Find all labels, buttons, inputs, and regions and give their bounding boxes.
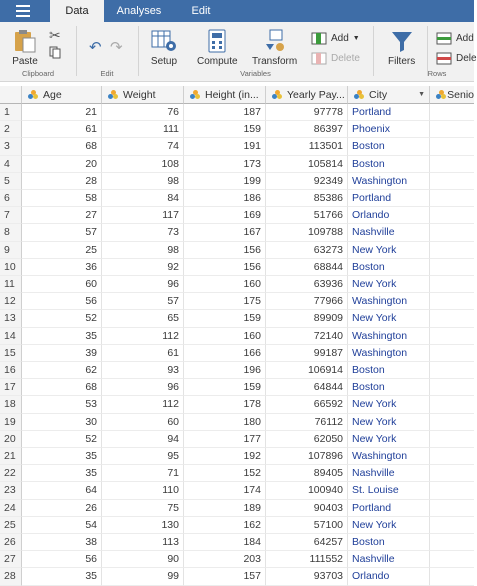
table-cell[interactable]: 52 [22,431,102,448]
delete-variable-button[interactable]: Delete [311,52,360,65]
row-number[interactable]: 15 [0,345,22,362]
table-cell[interactable] [430,276,474,293]
table-cell[interactable] [430,448,474,465]
table-row[interactable] [0,276,474,293]
row-number[interactable]: 23 [0,482,22,499]
table-row[interactable] [0,448,474,465]
table-cell[interactable] [430,414,474,431]
row-number[interactable]: 8 [0,224,22,241]
table-cell[interactable]: 21 [22,104,102,121]
ribbon-separator [373,26,374,76]
row-number[interactable]: 2 [0,121,22,138]
table-cell[interactable]: 159 [184,310,266,327]
table-cell[interactable]: 112 [102,396,184,413]
table-row[interactable] [0,345,474,362]
column-header-height[interactable]: Height (in... [184,86,266,104]
table-cell[interactable]: 77966 [266,293,348,310]
table-cell[interactable]: 85386 [266,190,348,207]
row-number[interactable]: 22 [0,465,22,482]
table-cell-city[interactable]: New York [348,276,430,293]
table-cell-city[interactable]: Washington [348,448,430,465]
table-row[interactable] [0,396,474,413]
table-cell[interactable]: 106914 [266,362,348,379]
table-cell[interactable]: 166 [184,345,266,362]
table-cell-city[interactable]: New York [348,431,430,448]
table-row[interactable] [0,551,474,568]
table-cell[interactable]: 52 [22,310,102,327]
table-cell-city[interactable]: Nashville [348,465,430,482]
table-cell[interactable] [430,224,474,241]
table-row[interactable] [0,379,474,396]
table-cell[interactable]: 35 [22,568,102,585]
table-cell[interactable]: 199 [184,173,266,190]
row-number[interactable]: 6 [0,190,22,207]
table-cell-city[interactable]: Washington [348,328,430,345]
table-cell[interactable]: 56 [22,551,102,568]
table-cell-city[interactable]: Portland [348,190,430,207]
table-cell[interactable]: 57 [22,224,102,241]
table-cell[interactable]: 92349 [266,173,348,190]
table-cell[interactable]: 28 [22,173,102,190]
table-cell[interactable]: 107896 [266,448,348,465]
table-cell[interactable]: 180 [184,414,266,431]
table-cell[interactable]: 99187 [266,345,348,362]
table-cell[interactable]: 60 [102,414,184,431]
table-cell[interactable]: 56 [22,293,102,310]
table-cell[interactable]: 74 [102,138,184,155]
table-cell[interactable]: 178 [184,396,266,413]
row-number[interactable]: 16 [0,362,22,379]
tab-data[interactable]: Data [50,0,104,22]
table-cell[interactable]: 192 [184,448,266,465]
column-header-yearly-pay[interactable]: Yearly Pay... [266,86,348,104]
table-cell[interactable]: 160 [184,276,266,293]
table-cell[interactable]: 196 [184,362,266,379]
table-cell[interactable]: 99 [102,568,184,585]
table-cell[interactable]: 90403 [266,500,348,517]
setup-icon [150,28,178,54]
table-row[interactable] [0,224,474,241]
table-cell[interactable] [430,207,474,224]
table-cell[interactable]: 156 [184,242,266,259]
table-cell[interactable]: 64257 [266,534,348,551]
table-cell[interactable]: 94 [102,431,184,448]
row-number[interactable]: 19 [0,414,22,431]
row-number[interactable]: 1 [0,104,22,121]
row-number[interactable]: 20 [0,431,22,448]
table-cell[interactable]: 68 [22,138,102,155]
table-cell[interactable]: 39 [22,345,102,362]
table-cell[interactable] [430,345,474,362]
table-row[interactable] [0,465,474,482]
copy-icon[interactable] [49,46,62,62]
table-row[interactable] [0,190,474,207]
table-cell[interactable] [430,138,474,155]
table-cell[interactable]: 93703 [266,568,348,585]
table-cell[interactable]: 100940 [266,482,348,499]
table-cell[interactable]: 73 [102,224,184,241]
nominal-variable-icon [354,90,365,100]
paste-icon [12,28,38,54]
table-cell[interactable]: 65 [102,310,184,327]
table-cell[interactable]: 174 [184,482,266,499]
table-row[interactable] [0,293,474,310]
table-cell[interactable]: 184 [184,534,266,551]
row-number[interactable]: 14 [0,328,22,345]
table-cell[interactable]: 167 [184,224,266,241]
table-cell[interactable]: 93 [102,362,184,379]
table-cell-city[interactable]: Boston [348,138,430,155]
table-cell[interactable]: 175 [184,293,266,310]
table-cell[interactable]: 61 [22,121,102,138]
row-number[interactable]: 17 [0,379,22,396]
table-row[interactable] [0,328,474,345]
table-cell-city[interactable]: Portland [348,500,430,517]
table-cell[interactable]: 97778 [266,104,348,121]
table-cell[interactable]: 160 [184,328,266,345]
table-cell[interactable]: 76112 [266,414,348,431]
table-cell[interactable]: 64844 [266,379,348,396]
continuous-variable-icon [272,90,283,100]
delete-row-icon [436,52,452,65]
table-cell[interactable] [430,259,474,276]
table-cell[interactable]: 130 [102,517,184,534]
table-cell[interactable] [430,396,474,413]
delete-column-icon [311,52,327,65]
filters-button[interactable]: Filters [388,28,415,67]
table-cell[interactable] [430,551,474,568]
table-cell[interactable]: 61 [102,345,184,362]
setup-button[interactable]: Setup [150,28,178,67]
variables-group-label: Variables [240,69,271,78]
table-cell[interactable]: 71 [102,465,184,482]
table-cell[interactable]: 186 [184,190,266,207]
row-number[interactable]: 5 [0,173,22,190]
tab-analyses[interactable]: Analyses [116,5,162,17]
table-cell[interactable]: 177 [184,431,266,448]
table-cell[interactable]: 57100 [266,517,348,534]
table-cell[interactable]: 157 [184,568,266,585]
compute-button[interactable]: Compute [197,28,238,67]
column-header-age[interactable]: Age [22,86,102,104]
table-cell-city[interactable]: Washington [348,345,430,362]
rows-group-label: Rows [427,69,447,78]
table-cell[interactable]: 98 [102,173,184,190]
table-cell[interactable]: 159 [184,379,266,396]
table-cell[interactable]: 169 [184,207,266,224]
table-cell[interactable] [430,362,474,379]
transform-button[interactable]: Transform [252,28,297,67]
table-cell[interactable]: 68844 [266,259,348,276]
table-cell-city[interactable]: Boston [348,379,430,396]
hamburger-menu-icon[interactable] [0,0,45,22]
table-cell[interactable]: 68 [22,379,102,396]
row-number[interactable]: 9 [0,242,22,259]
table-cell[interactable]: 89909 [266,310,348,327]
table-cell[interactable] [430,190,474,207]
table-cell[interactable]: 86397 [266,121,348,138]
table-cell[interactable]: 111 [102,121,184,138]
table-cell[interactable]: 60 [22,276,102,293]
table-row[interactable] [0,500,474,517]
table-cell[interactable]: 110 [102,482,184,499]
table-cell[interactable]: 96 [102,379,184,396]
table-cell[interactable]: 89405 [266,465,348,482]
table-cell-city[interactable]: New York [348,396,430,413]
paste-button[interactable]: Paste [12,28,38,67]
ribbon-toolbar [0,22,477,82]
table-cell[interactable] [430,156,474,173]
table-cell[interactable]: 54 [22,517,102,534]
calculator-icon [204,28,230,54]
edit-group-label: Edit [100,69,114,78]
column-header-weight[interactable]: Weight [102,86,184,104]
table-cell[interactable]: 27 [22,207,102,224]
table-cell[interactable]: 156 [184,259,266,276]
table-cell[interactable]: 90 [102,551,184,568]
table-cell[interactable]: 62050 [266,431,348,448]
table-cell[interactable]: 96 [102,276,184,293]
table-cell[interactable]: 35 [22,465,102,482]
row-number[interactable]: 18 [0,396,22,413]
table-cell-city[interactable]: Boston [348,156,430,173]
table-cell-city[interactable]: Washington [348,293,430,310]
table-row[interactable] [0,138,474,155]
table-cell[interactable]: 152 [184,465,266,482]
continuous-variable-icon [108,90,119,100]
table-row[interactable] [0,482,474,499]
table-cell[interactable] [430,104,474,121]
table-cell[interactable]: 25 [22,242,102,259]
corner-header[interactable] [0,86,22,104]
row-number[interactable]: 11 [0,276,22,293]
row-number[interactable]: 7 [0,207,22,224]
row-number[interactable]: 25 [0,517,22,534]
row-number[interactable]: 24 [0,500,22,517]
row-number[interactable]: 28 [0,568,22,585]
filter-funnel-icon [389,28,415,54]
undo-icon[interactable]: ↶ [89,39,102,56]
table-cell-city[interactable]: Nashville [348,551,430,568]
table-cell[interactable]: 109788 [266,224,348,241]
table-cell[interactable]: 173 [184,156,266,173]
table-cell[interactable]: 35 [22,328,102,345]
table-cell-city[interactable]: Portland [348,104,430,121]
tab-bar [0,0,474,22]
table-cell[interactable]: 75 [102,500,184,517]
table-cell[interactable]: 30 [22,414,102,431]
table-cell[interactable] [430,173,474,190]
continuous-variable-icon [436,90,443,100]
table-cell[interactable]: 159 [184,121,266,138]
table-cell-city[interactable]: Orlando [348,207,430,224]
table-row[interactable] [0,414,474,431]
table-cell[interactable] [430,500,474,517]
table-cell[interactable]: 57 [102,293,184,310]
table-row[interactable] [0,207,474,224]
table-row[interactable] [0,568,474,585]
redo-icon[interactable]: ↷ [110,39,123,56]
table-cell[interactable] [430,310,474,327]
sort-caret-icon: ▼ [418,91,425,98]
row-number[interactable]: 26 [0,534,22,551]
table-cell[interactable] [430,328,474,345]
table-row[interactable] [0,259,474,276]
table-cell[interactable]: 113 [102,534,184,551]
table-cell[interactable] [430,517,474,534]
table-row[interactable] [0,104,474,121]
table-cell-city[interactable]: Washington [348,173,430,190]
add-variable-button[interactable]: Add ▼ [311,32,360,45]
continuous-variable-icon [28,90,39,100]
table-cell[interactable]: 72140 [266,328,348,345]
table-row[interactable] [0,156,474,173]
table-cell[interactable]: 58 [22,190,102,207]
table-row[interactable] [0,242,474,259]
table-row[interactable] [0,431,474,448]
table-cell-city[interactable]: New York [348,310,430,327]
row-number[interactable]: 27 [0,551,22,568]
table-cell[interactable]: 62 [22,362,102,379]
continuous-variable-icon [190,90,201,100]
add-row-button[interactable]: Add [436,32,474,45]
table-cell[interactable]: 189 [184,500,266,517]
table-cell[interactable]: 76 [102,104,184,121]
add-column-icon [311,32,327,45]
table-cell[interactable]: 203 [184,551,266,568]
table-cell[interactable]: 84 [102,190,184,207]
row-number[interactable]: 10 [0,259,22,276]
table-cell[interactable]: 111552 [266,551,348,568]
table-cell[interactable]: 38 [22,534,102,551]
table-cell-city[interactable]: New York [348,242,430,259]
table-cell[interactable]: 64 [22,482,102,499]
table-cell[interactable] [430,431,474,448]
table-cell[interactable] [430,242,474,259]
table-cell[interactable]: 92 [102,259,184,276]
table-cell[interactable] [430,465,474,482]
table-row[interactable] [0,362,474,379]
table-cell[interactable] [430,379,474,396]
table-cell-city[interactable]: Phoenix [348,121,430,138]
table-cell[interactable]: 187 [184,104,266,121]
row-number[interactable]: 13 [0,310,22,327]
table-row[interactable] [0,121,474,138]
transform-icon [262,28,288,54]
add-row-icon [436,32,452,45]
chevron-down-icon: ▼ [352,35,360,42]
table-cell[interactable]: 51766 [266,207,348,224]
table-cell[interactable]: 108 [102,156,184,173]
table-cell-city[interactable]: Orlando [348,568,430,585]
row-number[interactable]: 3 [0,138,22,155]
table-row[interactable] [0,517,474,534]
table-row[interactable] [0,310,474,327]
table-cell[interactable]: 112 [102,328,184,345]
table-cell[interactable]: 162 [184,517,266,534]
table-cell[interactable] [430,121,474,138]
row-number[interactable]: 12 [0,293,22,310]
table-cell-city[interactable]: New York [348,517,430,534]
table-cell[interactable] [430,568,474,585]
cut-icon[interactable]: ✂ [49,27,61,43]
row-number[interactable]: 4 [0,156,22,173]
table-cell[interactable]: 26 [22,500,102,517]
tab-edit[interactable]: Edit [191,5,211,17]
table-cell[interactable]: 20 [22,156,102,173]
table-cell-city[interactable]: Boston [348,534,430,551]
table-cell-city[interactable]: St. Louise [348,482,430,499]
table-cell[interactable]: 117 [102,207,184,224]
table-cell-city[interactable]: Nashville [348,224,430,241]
column-header-seniority[interactable]: Senio [430,86,474,104]
table-cell[interactable]: 95 [102,448,184,465]
table-cell[interactable] [430,293,474,310]
table-cell[interactable]: 66592 [266,396,348,413]
table-row[interactable] [0,173,474,190]
table-cell-city[interactable]: Boston [348,259,430,276]
table-cell[interactable]: 105814 [266,156,348,173]
table-cell[interactable]: 98 [102,242,184,259]
table-cell[interactable] [430,482,474,499]
column-header-city[interactable]: City ▼ [348,86,430,104]
delete-row-button[interactable]: Dele [436,52,477,65]
table-cell[interactable]: 63273 [266,242,348,259]
table-cell-city[interactable]: New York [348,414,430,431]
table-cell[interactable]: 63936 [266,276,348,293]
table-cell[interactable]: 113501 [266,138,348,155]
table-cell[interactable]: 36 [22,259,102,276]
row-number[interactable]: 21 [0,448,22,465]
table-cell[interactable]: 191 [184,138,266,155]
table-row[interactable] [0,534,474,551]
table-cell[interactable]: 53 [22,396,102,413]
clipboard-group-label: Clipboard [21,69,55,78]
table-cell[interactable]: 35 [22,448,102,465]
table-cell-city[interactable]: Boston [348,362,430,379]
table-cell[interactable] [430,534,474,551]
